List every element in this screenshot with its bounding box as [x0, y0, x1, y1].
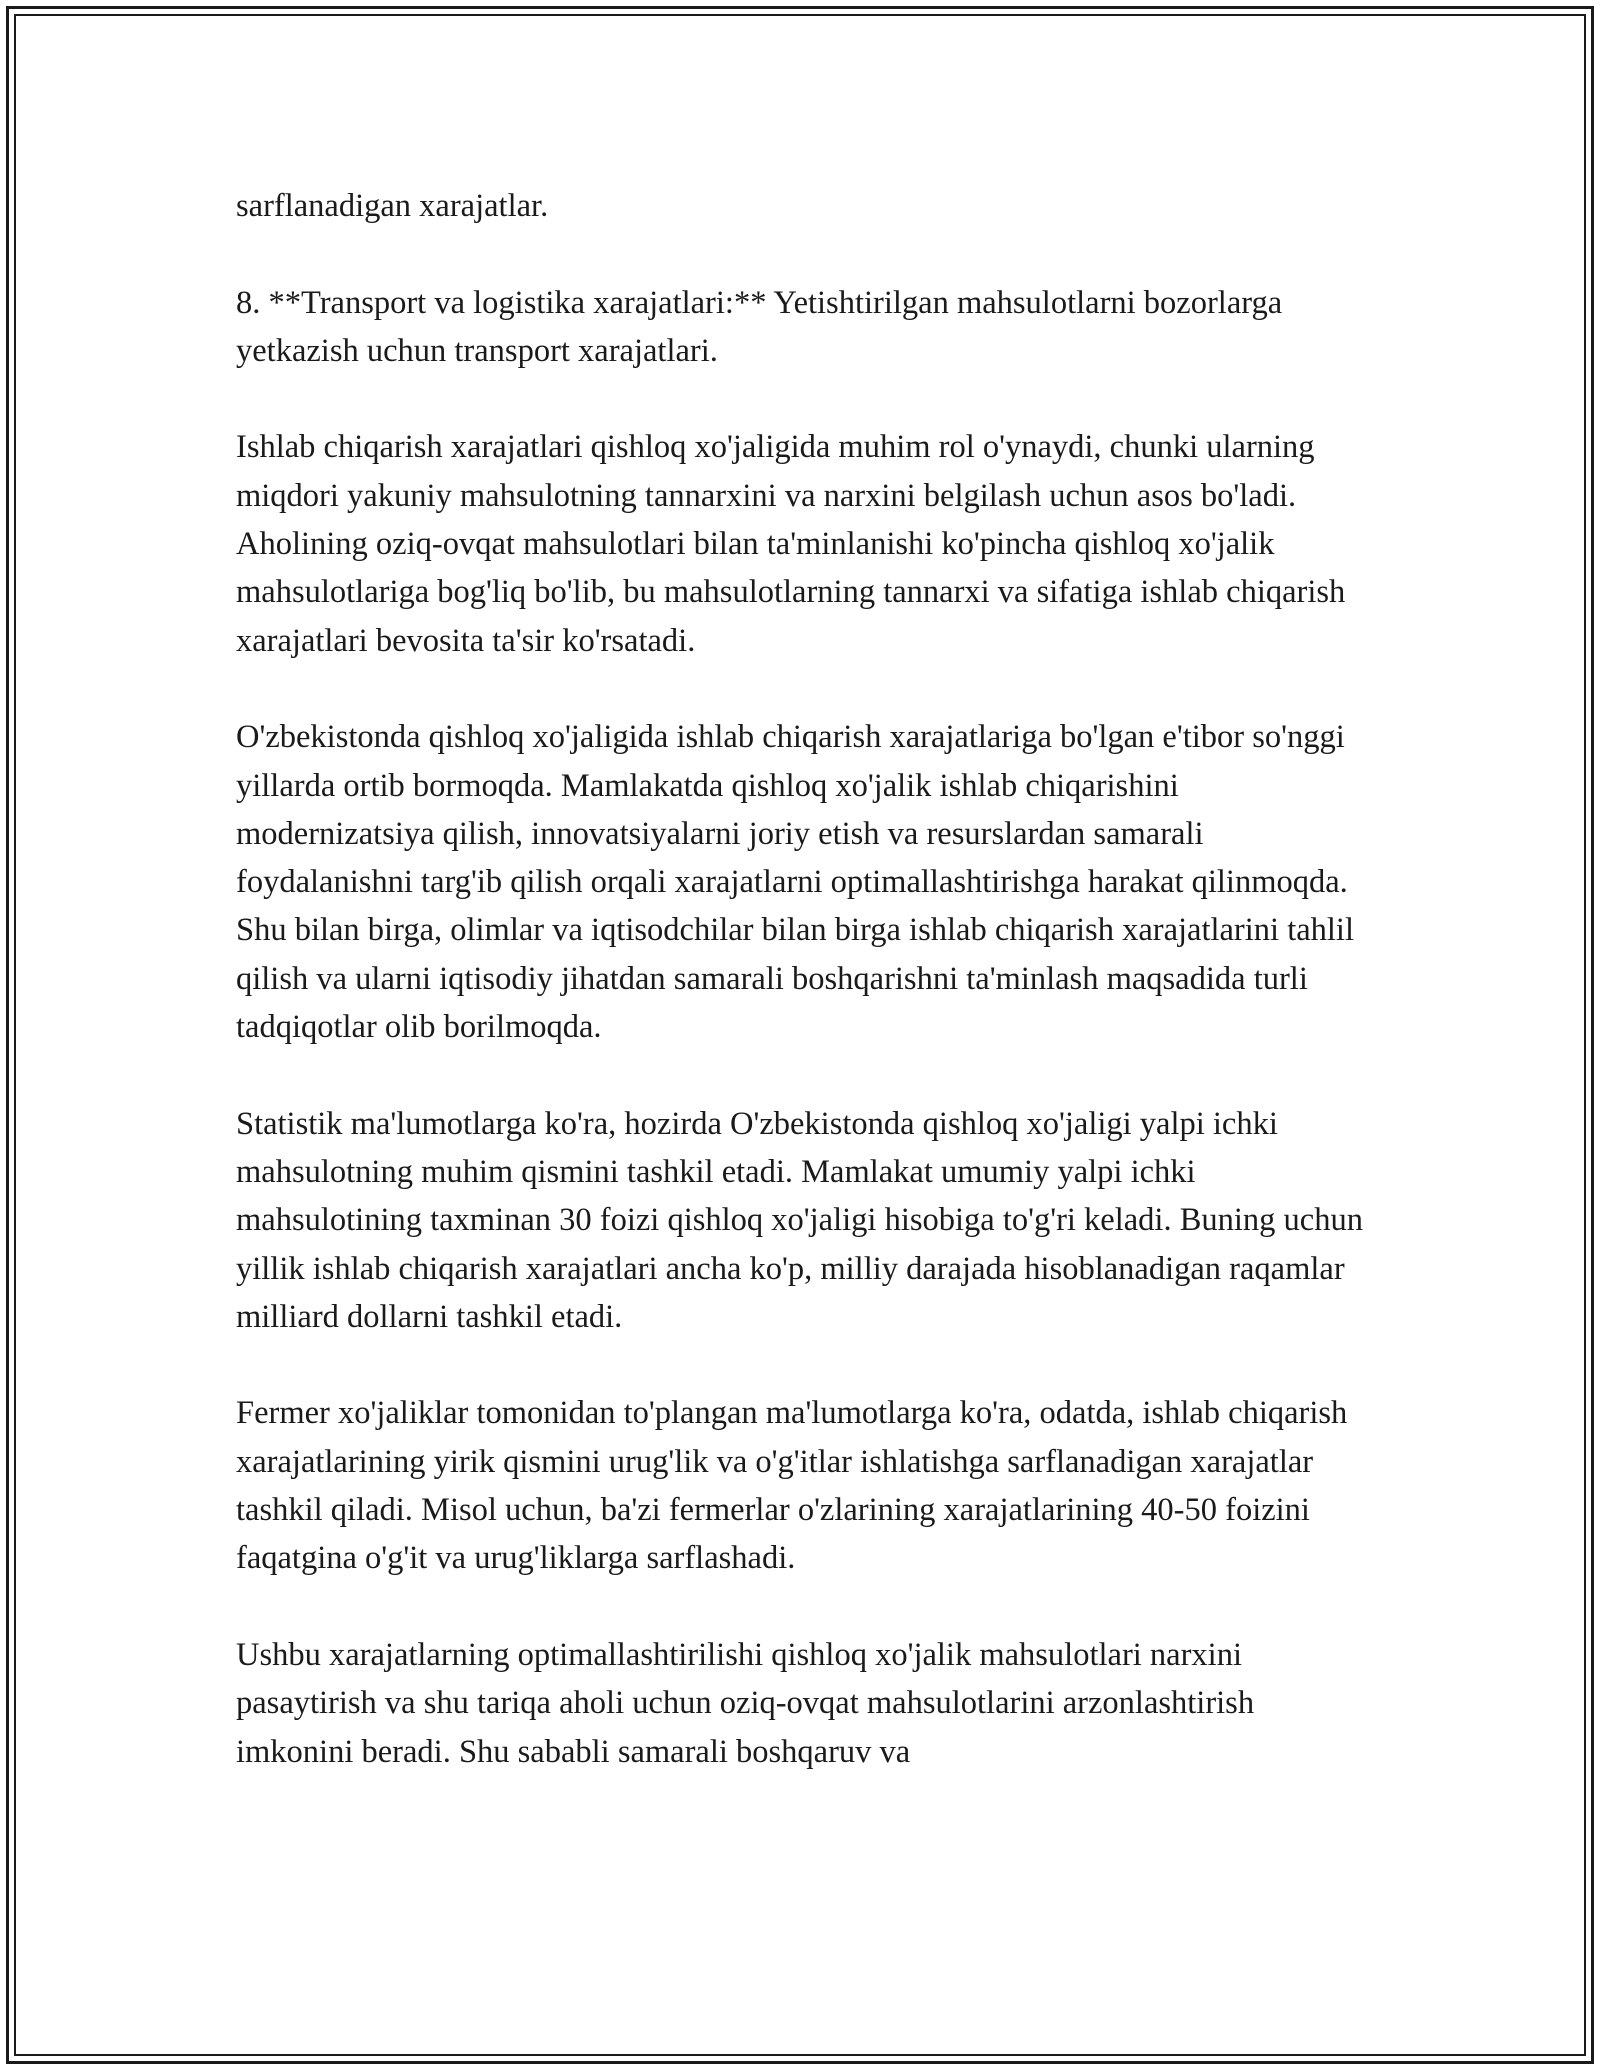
paragraph-6: Fermer xo'jaliklar tomonidan to'plangan ma'lumotlarga ko'ra, odatda, ishlab chiqarish xarajatlarining yirik qismini urug'lik va o'g'itlar ishlatishga sarflanadigan xarajatlar tashkil qiladi. Misol uchun, ba'zi fermerlar o'zlarining xarajatlarining 40-50 foizini faqatgina o'g'it va urug'liklarga sarflashadi.	[236, 1395, 1348, 1577]
paragraph-2: 8. **Transport va logistika xarajatlari:** Yetishtirilgan mahsulotlarni bozorlarga yetkazish uchun transport xarajatlari.	[236, 284, 1283, 369]
paragraph-7: Ushbu xarajatlarning optimallashtirilishi qishloq xo'jalik mahsulotlari narxini pasaytirish va shu tariqa aholi uchun oziq-ovqat mahsulotlarini arzonlashtirish imkonini beradi. Shu sababli samarali boshqaruv va	[236, 1636, 1255, 1770]
paragraph-4: O'zbekistonda qishloq xo'jaligida ishlab chiqarish xarajatlariga bo'lgan e'tibor so'nggi yillarda ortib bormoqda. Mamlakatda qishloq xo'jalik ishlab chiqarishini modernizatsiya qilish, innovatsiyalarni joriy etish va resurslardan samarali foydalanishni targ'ib qilish orqali xarajatlarni optimallashtirishga harakat qilinmoqda. Shu bilan birga, olimlar va iqtisodchilar bilan birga ishlab chiqarish xarajatlarini tahlil qilish va ularni iqtisodiy jihatdan samarali boshqarishni ta'minlash maqsadida turli tadqiqotlar olib borilmoqda.	[236, 719, 1354, 1046]
document-body	[236, 182, 1376, 1776]
paragraph-3: Ishlab chiqarish xarajatlari qishloq xo'jaligida muhim rol o'ynaydi, chunki ularning miqdori yakuniy mahsulotning tannarxini va narxini belgilash uchun asos bo'ladi. Aholining oziq-ovqat mahsulotlari bilan ta'minlanishi ko'pincha qishloq xo'jalik mahsulotlariga bog'liq bo'lib, bu mahsulotlarning tannarxi va sifatiga ishlab chiqarish xarajatlari bevosita ta'sir ko'rsatadi.	[236, 429, 1346, 659]
paragraph-5: Statistik ma'lumotlarga ko'ra, hozirda O'zbekistonda qishloq xo'jaligi yalpi ichki mahsulotning muhim qismini tashkil etadi. Mamlakat umumiy yalpi ichki mahsulotining taxminan 30 foizi qishloq xo'jaligi hisobiga to'g'ri keladi. Buning uchun yillik ishlab chiqarish xarajatlari ancha ko'p, milliy darajada hisoblanadigan raqamlar milliard dollarni tashkil etadi.	[236, 1105, 1363, 1335]
paragraph-1: sarflanadigan xarajatlar.	[236, 188, 549, 224]
